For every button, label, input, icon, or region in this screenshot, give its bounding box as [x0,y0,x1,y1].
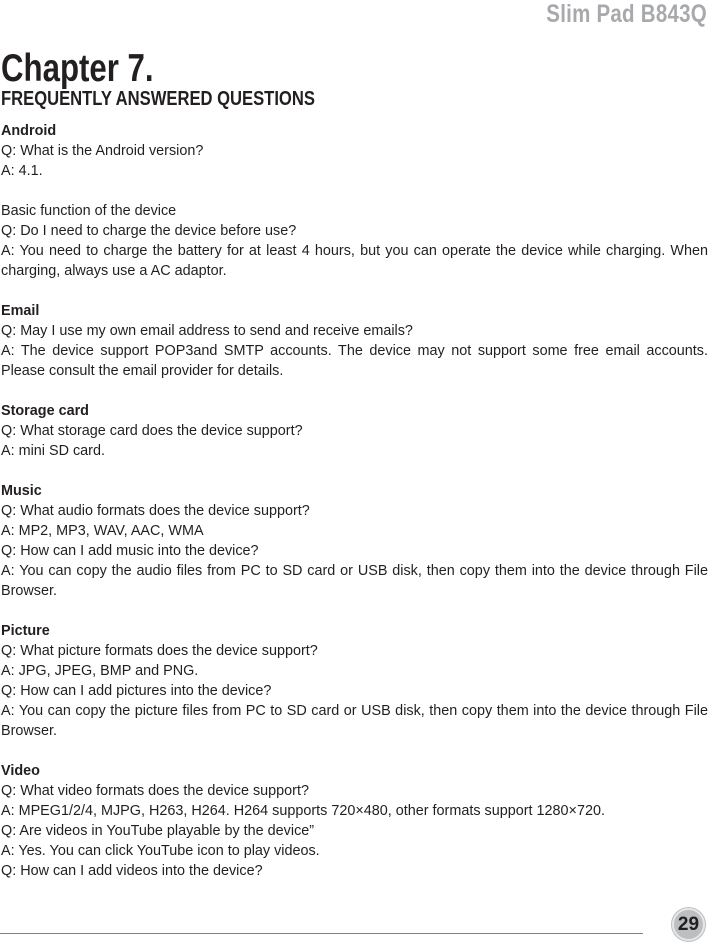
answer: A: MP2, MP3, WAV, AAC, WMA [1,523,204,539]
question: Q: Do I need to charge the device before use? [1,223,297,239]
answer: A: MPEG1/2/4, MJPG, H263, H264. H264 supports 720×480, other formats support 1280×720. [1,803,605,819]
faq-content [1,121,708,881]
section-heading: Android [1,123,57,139]
answer: A: JPG, JPEG, BMP and PNG. [1,663,199,679]
faq-section-music [1,481,708,601]
footer-divider [0,933,643,934]
question: Q: What audio formats does the device support? [1,503,310,519]
answer: A: The device support POP3and SMTP accounts. The device may not support some free email accounts. Please consult the email provider for details. [1,343,708,379]
page-number: 29 [672,908,705,941]
question: Q: How can I add music into the device? [1,543,259,559]
section-heading: Music [1,483,42,499]
faq-section-video [1,761,708,881]
section-heading: Basic function of the device [1,203,177,219]
answer: A: mini SD card. [1,443,105,459]
question: Q: May I use my own email address to send and receive emails? [1,323,413,339]
question: Q: What video formats does the device support? [1,783,309,799]
question: Q: How can I add pictures into the device? [1,683,272,699]
product-name: Slim Pad B843Q [546,0,707,28]
faq-section-android [1,121,708,181]
faq-section-basic-function [1,201,708,281]
answer: A: You can copy the audio files from PC to SD card or USB disk, then copy them into the device through File Browser. [1,563,708,599]
answer: A: You can copy the picture files from PC to SD card or USB disk, then copy them into the device through File Browser. [1,703,708,739]
answer: A: Yes. You can click YouTube icon to play videos. [1,843,320,859]
question: Q: Are videos in YouTube playable by the device” [1,823,315,839]
section-heading: Picture [1,623,50,639]
chapter-subtitle: FREQUENTLY ANSWERED QUESTIONS [1,88,315,110]
question: Q: What is the Android version? [1,143,204,159]
question: Q: What picture formats does the device support? [1,643,318,659]
faq-section-storage-card [1,401,708,461]
faq-section-picture [1,621,708,741]
question: Q: What storage card does the device support? [1,423,303,439]
question: Q: How can I add videos into the device? [1,863,263,879]
section-heading: Email [1,303,40,319]
section-heading: Video [1,763,40,779]
answer: A: You need to charge the battery for at least 4 hours, but you can operate the device while charging. When charging, always use a AC adaptor. [1,243,708,279]
chapter-title: Chapter 7. [1,47,154,90]
faq-section-email [1,301,708,381]
section-heading: Storage card [1,403,89,419]
answer: A: 4.1. [1,163,43,179]
